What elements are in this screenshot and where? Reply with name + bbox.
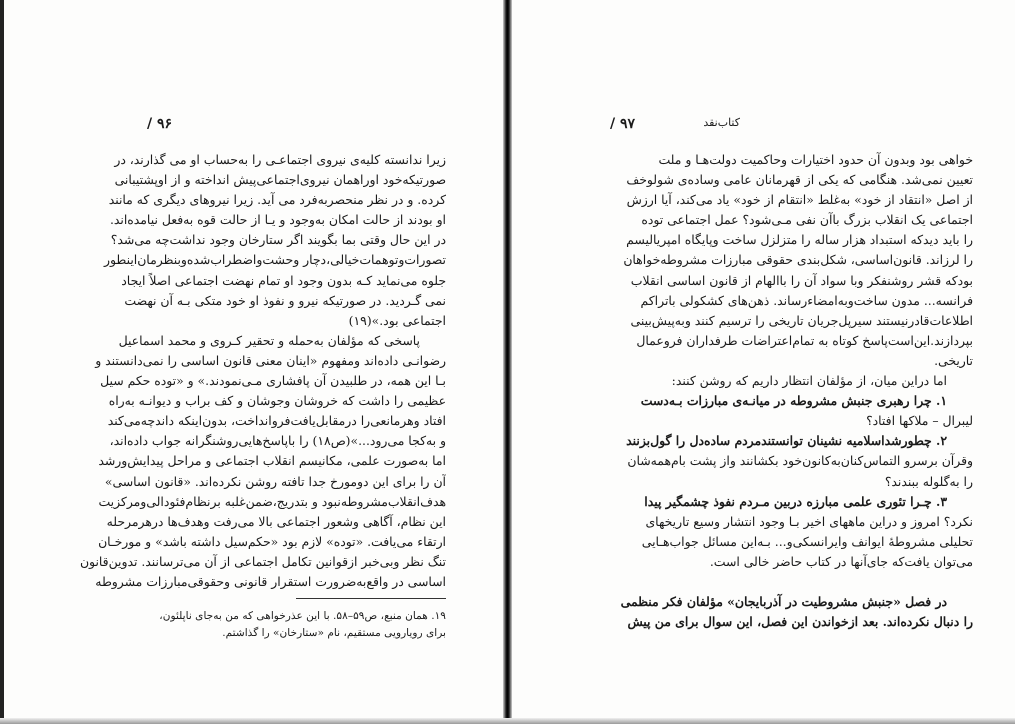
left-page [0,0,506,724]
page-edge-shadow [0,0,4,724]
left-paragraph-1 [44,150,446,331]
text-line: و به‌کجا می‌رود...»(ص۱۸) را باپاسخ‌هایی‌روشنگرانه جواب داده‌اند، [109,433,446,449]
text-line: در این حال وقتی بما بگویند اگر ستارخان وجود نداشت‌چه می‌شد؟ [110,232,446,248]
question-line: لیبرال – ملاکها افتاد؟ [866,413,973,429]
question-line: وقرآن برسرو التماس‌کنان‌به‌کانون‌خود بکشانند واز پشت بام‌همه‌شان [627,453,973,469]
text-line: تعیین نمی‌شد. هنگامی که یکی از قهرمانان عامی وساده‌ی شولوخف [626,172,973,188]
question-line: می‌توان یافت‌که جای‌آنها در کتاب حاضر خالی است. [709,553,973,569]
text-line: پاسخی که مؤلفان به‌حمله و تحقیر کـروی و محمد اسماعیل [118,332,420,348]
text-line: بپردازند.این‌است‌پاسخ کوتاه به تمام‌اعتراضات طرفداران فروعمال [636,332,973,348]
question-line: تحلیلی مشروطهٔ ایوانف وایرانسکی‌و... بـه‌این مسائل جواب‌هـایی [641,533,973,549]
text-line: را دنبال نکرده‌اند. بعد ازخواندن این فصل، این سوال برای من پیش [627,614,973,630]
left-paragraph-2 [44,331,446,592]
text-line: کرده. و در نظر منحصربه‌فرد می آید. زیرا نیروهای دیگری که مانند [108,192,446,208]
text-line: زیرا ندانسته کلیه‌ی نیروی اجتماعـی را به‌حساب او می گذارند، در [114,152,446,167]
left-page-body [44,150,446,592]
text-line: نمی گـردید. در صورتیکه نیرو و نفوذ او خود متکی بـه آن نهضت [124,292,446,308]
text-line: اما دراین میان، از مؤلفان انتظار داریم که روشن کنند: [671,373,947,389]
footnote-line: برای رویارویی مستقیم، نام «ستارخان» را گذاشتم. [222,627,446,639]
text-line: اما به‌صورت علمی، مکانیسم انقلاب اجتماعی و مراحل پیدایش‌ورشد [98,453,446,469]
question-line: نکرد؟ امروز و دراین ماههای اخیر بـا وجود انتشار وسیع تاریخهای [645,513,973,529]
text-line: خواهی بود وبدون آن حدود اختیارات وحاکمیت دولت‌هـا و ملت [658,152,973,167]
text-line: صورتیکه‌خود اوراهمان نیروی‌اجتماعی‌پیش انداخته و از اوپشتیبانی [114,172,446,188]
question-line: ۲. چطورشداسلامیه نشینان توانستندمردم ساده‌دل را گول‌بزنند [626,433,947,449]
page-bottom-edge [0,718,1015,724]
right-paragraph-closing [618,592,973,632]
right-page-body [618,150,973,632]
right-paragraph-1 [618,150,973,371]
footnote-divider [296,598,446,599]
text-line: عظیمی را داشت که خروشان وجوشان و کف براب و دیوانـه به‌راه [108,393,446,409]
text-line: اساسی در واقع‌به‌ضرورت استقرار قانونی وحقوقی‌مبارزات مشروطه [95,573,446,589]
question-line: را به‌گلوله ببندند؟ [884,473,973,489]
text-line: تصورات‌وتوهمات‌خیالی،دچار وحشت‌واضطراب‌شده‌وبنظرمان‌اینطور [104,252,446,268]
text-line: تاریخی. [934,352,973,368]
text-line: اطلاعات‌قادرنیستند سیرپل‌جریان تاریخی را ترسیم کنند وبه‌پیش‌بینی [630,312,973,328]
text-line: این نظام، آگاهی وشعور اجتماعی بالا می‌رفت وهدف‌ها درهرمرحله [106,513,446,529]
text-line: رضوانـی داده‌اند ومفهوم «اینان معنی قانون اساسی را نمی‌دانستند و [95,352,446,368]
left-page-folio: / ۹۶ [147,116,173,132]
text-line: آن را برای این دومورخ جدا تافته روشن نکرده‌اند. «قانون اساسی» [104,473,446,489]
text-line: را لرزاند. قانون‌اساسی، شکل‌بندی حقوقی مبارزات مشروطه‌خواهان [623,252,973,268]
text-line: اجتماعی یک انقلاب بزرگ باآن نفی مـی‌شود؟ عمل اجتماعی توده [641,212,973,228]
text-line: اجتماعی بود.»(۱۹) [348,312,446,328]
text-line: ارتقاء می‌یافت. «توده» لازم بود «حکم‌سیل داشته باشد» و مورخـان [98,533,446,549]
text-line: او بودند از حالت امکان به‌وجود و یـا از حالت قوه به‌فعل نیامده‌اند. [109,212,446,228]
right-page [510,0,1015,724]
text-line: را باید دیدکه استبداد هزار ساله را متزلزل ساخت وپایگاه امپریالیسم [626,232,973,248]
question-line: ۱. چرا رهبری جنبش مشروطه در میانـه‌ی مبارزات بـه‌دست [640,393,947,409]
right-paragraph-questions [618,371,973,572]
text-line: بـا این همه، در طلبیدن آن پافشاری مـی‌نمودند.» و «توده حکم سیل [100,373,446,389]
question-line: ۳. چـرا تئوری علمی مبارزه دربین مـردم نفوذ چشمگیر پیدا [644,493,947,509]
footnote-line: ۱۹. همان منبع، ص۵۹–۵۸. با این عذرخواهی که من به‌جای ناپلئون، [159,610,446,622]
text-line: جلوه می‌نماید کـه بدون وجود او تمام نهضت اجتماعی اصلاً ایجاد [121,272,446,288]
text-line: بودکه قشر روشنفکر وبا سواد آن را باالهام از قانون اساسی انقلاب [630,272,973,288]
right-page-folio: / ۹۷ [610,116,636,132]
text-line: افتاد وهرمانعی‌را درمقابل‌یافت‌فروانداخت، بدون‌اینکه داندچه‌می‌کند [107,413,446,429]
text-line: در فصل «جنبش مشروطیت در آذربایجان» مؤلفان فکر منظمی [620,593,947,609]
left-page-footnote [100,608,446,642]
text-line: فرانسه... مدون ساخت‌وبه‌امضاءرساند. ذهن‌های کشکولی باتراکم [640,292,973,308]
text-line: هدف‌انقلاب‌مشروطه‌نبود و بتدریج،ضمن‌غلبه برنظام‌فئودالی‌ومرکزیت [98,493,446,509]
text-line: از اصل «انتقاد از خود» به‌غلط «انتقام از خود» یاد می‌کند، آیا ارزش [626,192,973,208]
running-head: کتاب‌نقد [703,116,740,129]
text-line: تنگ نظر وبی‌خبر ازقوانین تکامل اجتماعی از آن می‌ترسانند. تدوین‌قانون [79,553,446,569]
